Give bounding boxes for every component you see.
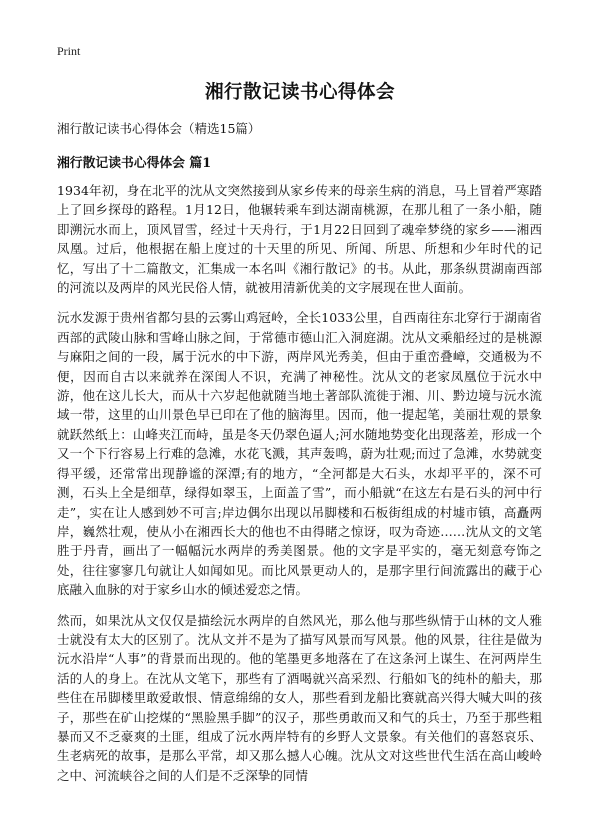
section-heading: 湘行散记读书心得体会 篇1 bbox=[57, 156, 212, 171]
print-link[interactable]: Print bbox=[57, 44, 81, 58]
paragraph: 然而，如果沈从文仅仅是描绘沅水两岸的自然风光，那么他与那些纵情于山林的文人雅士就没有太大的区别了。沈从文并不是为了描写风景而写风景。他的风景，往往是做为沅水沿岸“人事”的背景而出现的。他的笔墨更多地落在了在这条河上谋生、在河两岸生活的人的身上。在沈从文笔下，那些有了酒喝就兴高采烈、行船如飞的纯朴的船夫，那些住在吊脚楼里敢爱敢恨、情意绵绵的女人，那些看到龙船比赛就高兴得大喊大叫的孩子，那些在矿山挖煤的“黑脸黑手脚”的汉子，那些勇敢而又和气的兵士，乃至于那些粗暴而又不乏豪爽的土匪，组成了沅水两岸特有的乡野人文景象。有关他们的喜怒哀乐、生老病死的故事，是那么平常，却又那么撼人心魄。沈从文对这些世代生活在高山峻岭之中、河流峡谷之间的人们是不乏深挚的同情 bbox=[57, 612, 542, 783]
page-title: 湘行散记读书心得体会 bbox=[204, 82, 395, 103]
paragraph: 沅水发源于贵州省都匀县的云雾山鸡冠岭，全长1033公里，自西南往东北穿行于湖南省西部的武陵山脉和雪峰山脉之间，于常德市德山汇入洞庭湖。沈从文乘船经过的是桃源与麻阳之间的一段，属于沅水的中下游，两岸风光秀美，但由于重峦叠嶂，交通极为不便，因而自古以来就养在深闺人不识，充满了神秘性。沈从文的老家凤凰位于沅水中游，他在这儿长大，而从十六岁起他就随当地土著部队流徙于湘、川、黔边境与沅水流域一带，这里的山川景色早已印在了他的脑海里。因而，他一提起笔，美丽壮观的景象就跃然纸上：山峰夹江而峙，虽是冬天仍翠色逼人;河水随地势变化出现落差，形成一个又一个下行容易上行难的急滩，水花飞溅，其声轰鸣，蔚为壮观;而过了急滩，水势就变得平缓，还常常出现静谧的深潭;有的地方，“全河都是大石头，水却平平的，深不可测，石头上全是细草，绿得如翠玉，上面盖了雪”，而小船就“在这左右是石头的河中行走”，实在让人感到妙不可言;岸边偶尔出现以吊脚楼和石板街组成的村墟市镇，高矗两岸，巍然壮观，使从小在湘西长大的他也不由得睹之惊讶，叹为奇迹……沈从文的文笔胜于丹青，画出了一幅幅沅水两岸的秀美图景。他的文字是平实的，毫无刻意夸饰之处，往往寥寥几句就让人如闻如见。而比风景更动人的，是那字里行间流露出的藏于心底融入血脉的对于家乡山水的倾述爱恋之情。 bbox=[57, 310, 542, 598]
paragraph: 1934年初，身在北平的沈从文突然接到从家乡传来的母亲生病的消息，马上冒着严寒踏上了回乡探母的路程。1月12日，他辗转乘车到达湖南桃源，在那儿租了一条小船，随即溯沅水而上，顶风冒雪，经过十天舟行，于1月22日回到了魂牵梦绕的家乡——湘西凤凰。过后，他根据在船上度过的十天里的所见、所闻、所思、所想和少年时代的记忆，写出了十二篇散文，汇集成一本名叫《湘行散记》的书。从此，那条纵贯湖南西部的河流以及两岸的风光民俗人情，就被用清新优美的文字展现在世人面前。 bbox=[57, 183, 542, 296]
document-subtitle: 湘行散记读书心得体会（精选15篇） bbox=[57, 121, 261, 136]
document-body bbox=[57, 181, 542, 796]
